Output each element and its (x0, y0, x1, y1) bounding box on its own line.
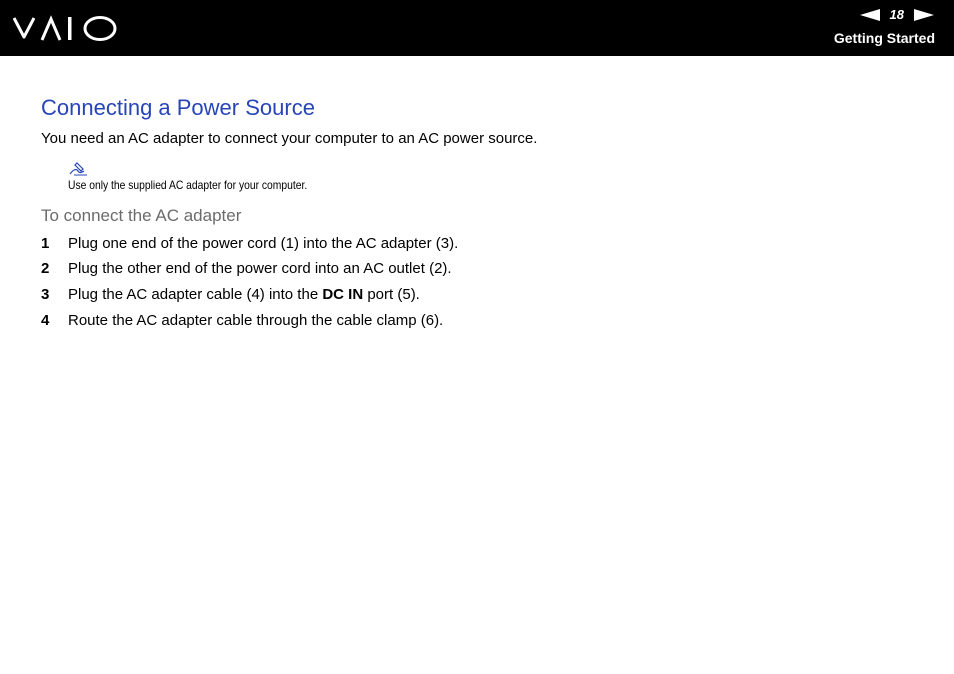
step-text: Route the AC adapter cable through the cable clamp (6). (68, 312, 444, 329)
page-title: Connecting a Power Source (41, 95, 315, 120)
section-title: Getting Started (833, 30, 935, 46)
page-number: 18 (889, 7, 904, 22)
page-navigation (860, 6, 934, 24)
dc-in-label: DC IN (322, 286, 364, 303)
step-number: 4 (41, 312, 50, 329)
step-text-part: Plug the AC adapter cable (4) into the (68, 286, 323, 303)
note-pen-icon (68, 162, 88, 176)
step-text (68, 286, 420, 303)
procedure-heading: To connect the AC adapter (41, 206, 242, 225)
arrow-left-icon[interactable] (860, 9, 880, 21)
step-number: 1 (41, 235, 50, 252)
vaio-logo (12, 14, 120, 42)
step-text: Plug one end of the power cord (1) into the AC adapter (3). (68, 235, 459, 252)
intro-text: You need an AC adapter to connect your computer to an AC power source. (41, 130, 538, 147)
note-text: Use only the supplied AC adapter for your computer. (68, 178, 308, 192)
page-header (0, 0, 954, 56)
step-number: 2 (41, 260, 50, 277)
step-text-part: port (5). (363, 286, 420, 303)
step-number: 3 (41, 286, 50, 303)
step-text: Plug the other end of the power cord into an AC outlet (2). (68, 260, 452, 277)
arrow-right-icon[interactable] (914, 9, 934, 21)
